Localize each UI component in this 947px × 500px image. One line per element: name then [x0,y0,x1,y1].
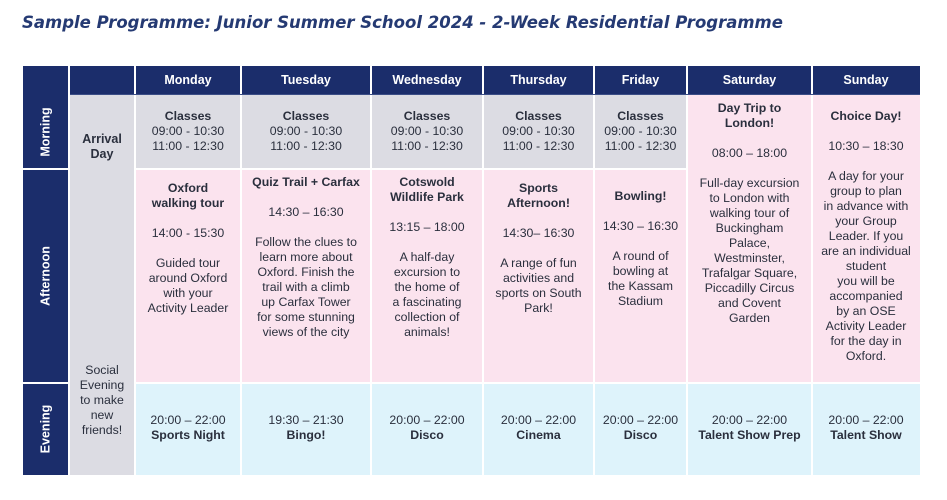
choice-day-description: in advance with [823,199,909,213]
social-evening-text: to make [80,393,124,407]
classes-title: Classes [617,109,664,123]
activity-description: a fascinating [392,295,462,309]
evening-activity: Sports Night [151,428,225,442]
choice-day-description: by an OSE [836,304,896,318]
arrival-day-label: Day [90,147,114,161]
activity-description: up Carfax Tower [261,295,351,309]
classes-time: 11:00 - 12:30 [502,139,575,153]
evening-friday [594,383,687,475]
london-trip-description: Piccadilly Circus [704,281,795,295]
evening-thursday [483,383,594,475]
evening-time: 20:00 – 22:00 [602,413,679,427]
activity-description: learn more about [259,250,353,264]
activity-description: excursion to [393,265,461,279]
choice-day-description: Oxford. [845,349,887,363]
activity-description: the home of [394,280,460,294]
activity-time: 14:30 – 16:30 [268,205,344,219]
saturday-london-trip [687,95,812,383]
classes-title: Classes [164,109,212,123]
arrival-day-label: Arrival [82,132,122,146]
choice-day-description: Leader. If you [828,229,904,243]
choice-day-description: Activity Leader [825,319,907,333]
sunday-choice-day [812,95,920,383]
page-title: Sample Programme: Junior Summer School 2024 - 2-Week Residential Programme [22,13,783,32]
row-label-evening [23,383,69,475]
header-corner [23,66,69,95]
header-wednesday: Wednesday [371,66,483,95]
activity-title: walking tour [151,196,225,210]
header-thursday: Thursday [483,66,594,95]
choice-day-title: Choice Day! [830,109,902,123]
afternoon-monday [135,169,241,383]
activity-description: around Oxford [148,271,228,285]
evening-activity: Talent Show Prep [698,428,801,442]
activity-description: trail with a climb [262,280,350,294]
activity-description: activities and [502,271,575,285]
classes-time: 11:00 - 12:30 [604,139,677,153]
london-trip-description: Trafalgar Square, [701,266,798,280]
evening-saturday [687,383,812,475]
row-label-text: Afternoon [38,246,53,306]
header-tuesday: Tuesday [241,66,371,95]
activity-title: Sports [519,181,558,195]
afternoon-tuesday [241,169,371,383]
classes-time: 09:00 - 10:30 [604,124,677,138]
activity-time: 14:00 - 15:30 [151,226,225,240]
activity-description: Guided tour [155,256,221,270]
morning-wednesday-classes [371,95,483,169]
activity-title: Bowling! [614,189,667,203]
activity-time: 14:30– 16:30 [502,226,575,240]
london-trip-title: London! [724,116,775,130]
arrival-day-column [69,95,135,475]
morning-friday-classes [594,95,687,169]
london-trip-description: walking tour of [709,206,790,220]
activity-description: sports on South [495,286,582,300]
evening-time: 20:00 – 22:00 [828,413,904,427]
evening-activity: Disco [623,428,658,442]
activity-description: Oxford. Finish the [257,265,355,279]
evening-time: 20:00 – 22:00 [711,413,788,427]
classes-title: Classes [282,109,330,123]
social-evening-text: Social [85,363,119,377]
morning-tuesday-classes [241,95,371,169]
choice-day-description: group to plan [830,184,902,198]
choice-day-description: your Group [835,214,897,228]
london-trip-time: 08:00 – 18:00 [711,146,788,160]
choice-day-description: are an individual [821,244,911,258]
activity-title: Cotswold [399,175,455,189]
choice-day-description: A day for your [828,169,904,183]
evening-monday [135,383,241,475]
activity-title: Quiz Trail + Carfax [252,175,360,189]
london-trip-title: Day Trip to [717,101,782,115]
london-trip-description: Full-day excursion [699,176,800,190]
classes-time: 11:00 - 12:30 [270,139,342,153]
activity-description: Activity Leader [147,301,229,315]
evening-time: 19:30 – 21:30 [268,413,344,427]
morning-monday-classes [135,95,241,169]
activity-title: Afternoon! [507,196,570,210]
classes-title: Classes [403,109,451,123]
activity-description: Park! [524,301,553,315]
header-corner-2 [69,66,135,95]
evening-tuesday [241,383,371,475]
london-trip-description: Westminster, [714,251,785,265]
afternoon-thursday [483,169,594,383]
activity-description: Stadium [617,294,664,308]
classes-title: Classes [515,109,562,123]
activity-time: 13:15 – 18:00 [389,220,465,234]
choice-day-description: for the day in [830,334,902,348]
choice-day-time: 10:30 – 18:30 [828,139,904,153]
london-trip-description: Garden [728,311,771,325]
activity-description: animals! [404,325,450,339]
activity-description: collection of [394,310,460,324]
activity-description: A round of [612,249,669,263]
header-friday: Friday [594,66,687,95]
classes-time: 11:00 - 12:30 [391,139,463,153]
header-saturday: Saturday [687,66,812,95]
choice-day-description: accompanied [829,289,903,303]
evening-sunday [812,383,920,475]
activity-description: for some stunning [257,310,355,324]
row-label-morning [23,95,69,169]
activity-description: A half-day [399,250,455,264]
london-trip-description: to London with [709,191,790,205]
choice-day-description: student [845,259,887,273]
london-trip-description: and Covent [718,296,781,310]
evening-activity: Disco [410,428,444,442]
evening-time: 20:00 – 22:00 [150,413,226,427]
activity-description: A range of fun [500,256,577,270]
evening-activity: Talent Show [830,428,902,442]
evening-activity: Bingo! [286,428,326,442]
london-trip-description: Buckingham [715,221,784,235]
activity-description: the Kassam [608,279,673,293]
row-label-text: Morning [38,107,53,157]
classes-time: 11:00 - 12:30 [152,139,224,153]
header-monday: Monday [135,66,241,95]
social-evening-text: new [90,408,114,422]
activity-time: 14:30 – 16:30 [602,219,679,233]
activity-title: Oxford [167,181,209,195]
activity-description: with your [163,286,213,300]
afternoon-wednesday [371,169,483,383]
activity-description: Follow the clues to [255,235,357,249]
classes-time: 09:00 - 10:30 [390,124,464,138]
social-evening-text: friends! [81,423,123,437]
activity-title: Wildlife Park [390,190,464,204]
row-label-afternoon [23,169,69,383]
classes-time: 09:00 - 10:30 [502,124,575,138]
activity-description: views of the city [262,325,350,339]
row-label-text: Evening [38,404,53,454]
social-evening-text: Evening [79,378,125,392]
activity-description: bowling at [612,264,669,278]
header-sunday: Sunday [812,66,920,95]
evening-activity: Cinema [516,428,561,442]
evening-wednesday [371,383,483,475]
classes-time: 09:00 - 10:30 [151,124,225,138]
evening-time: 20:00 – 22:00 [389,413,465,427]
choice-day-description: you will be [837,274,895,288]
afternoon-friday [594,169,687,383]
evening-time: 20:00 – 22:00 [500,413,577,427]
morning-thursday-classes [483,95,594,169]
classes-time: 09:00 - 10:30 [269,124,343,138]
london-trip-description: Palace, [728,236,771,250]
